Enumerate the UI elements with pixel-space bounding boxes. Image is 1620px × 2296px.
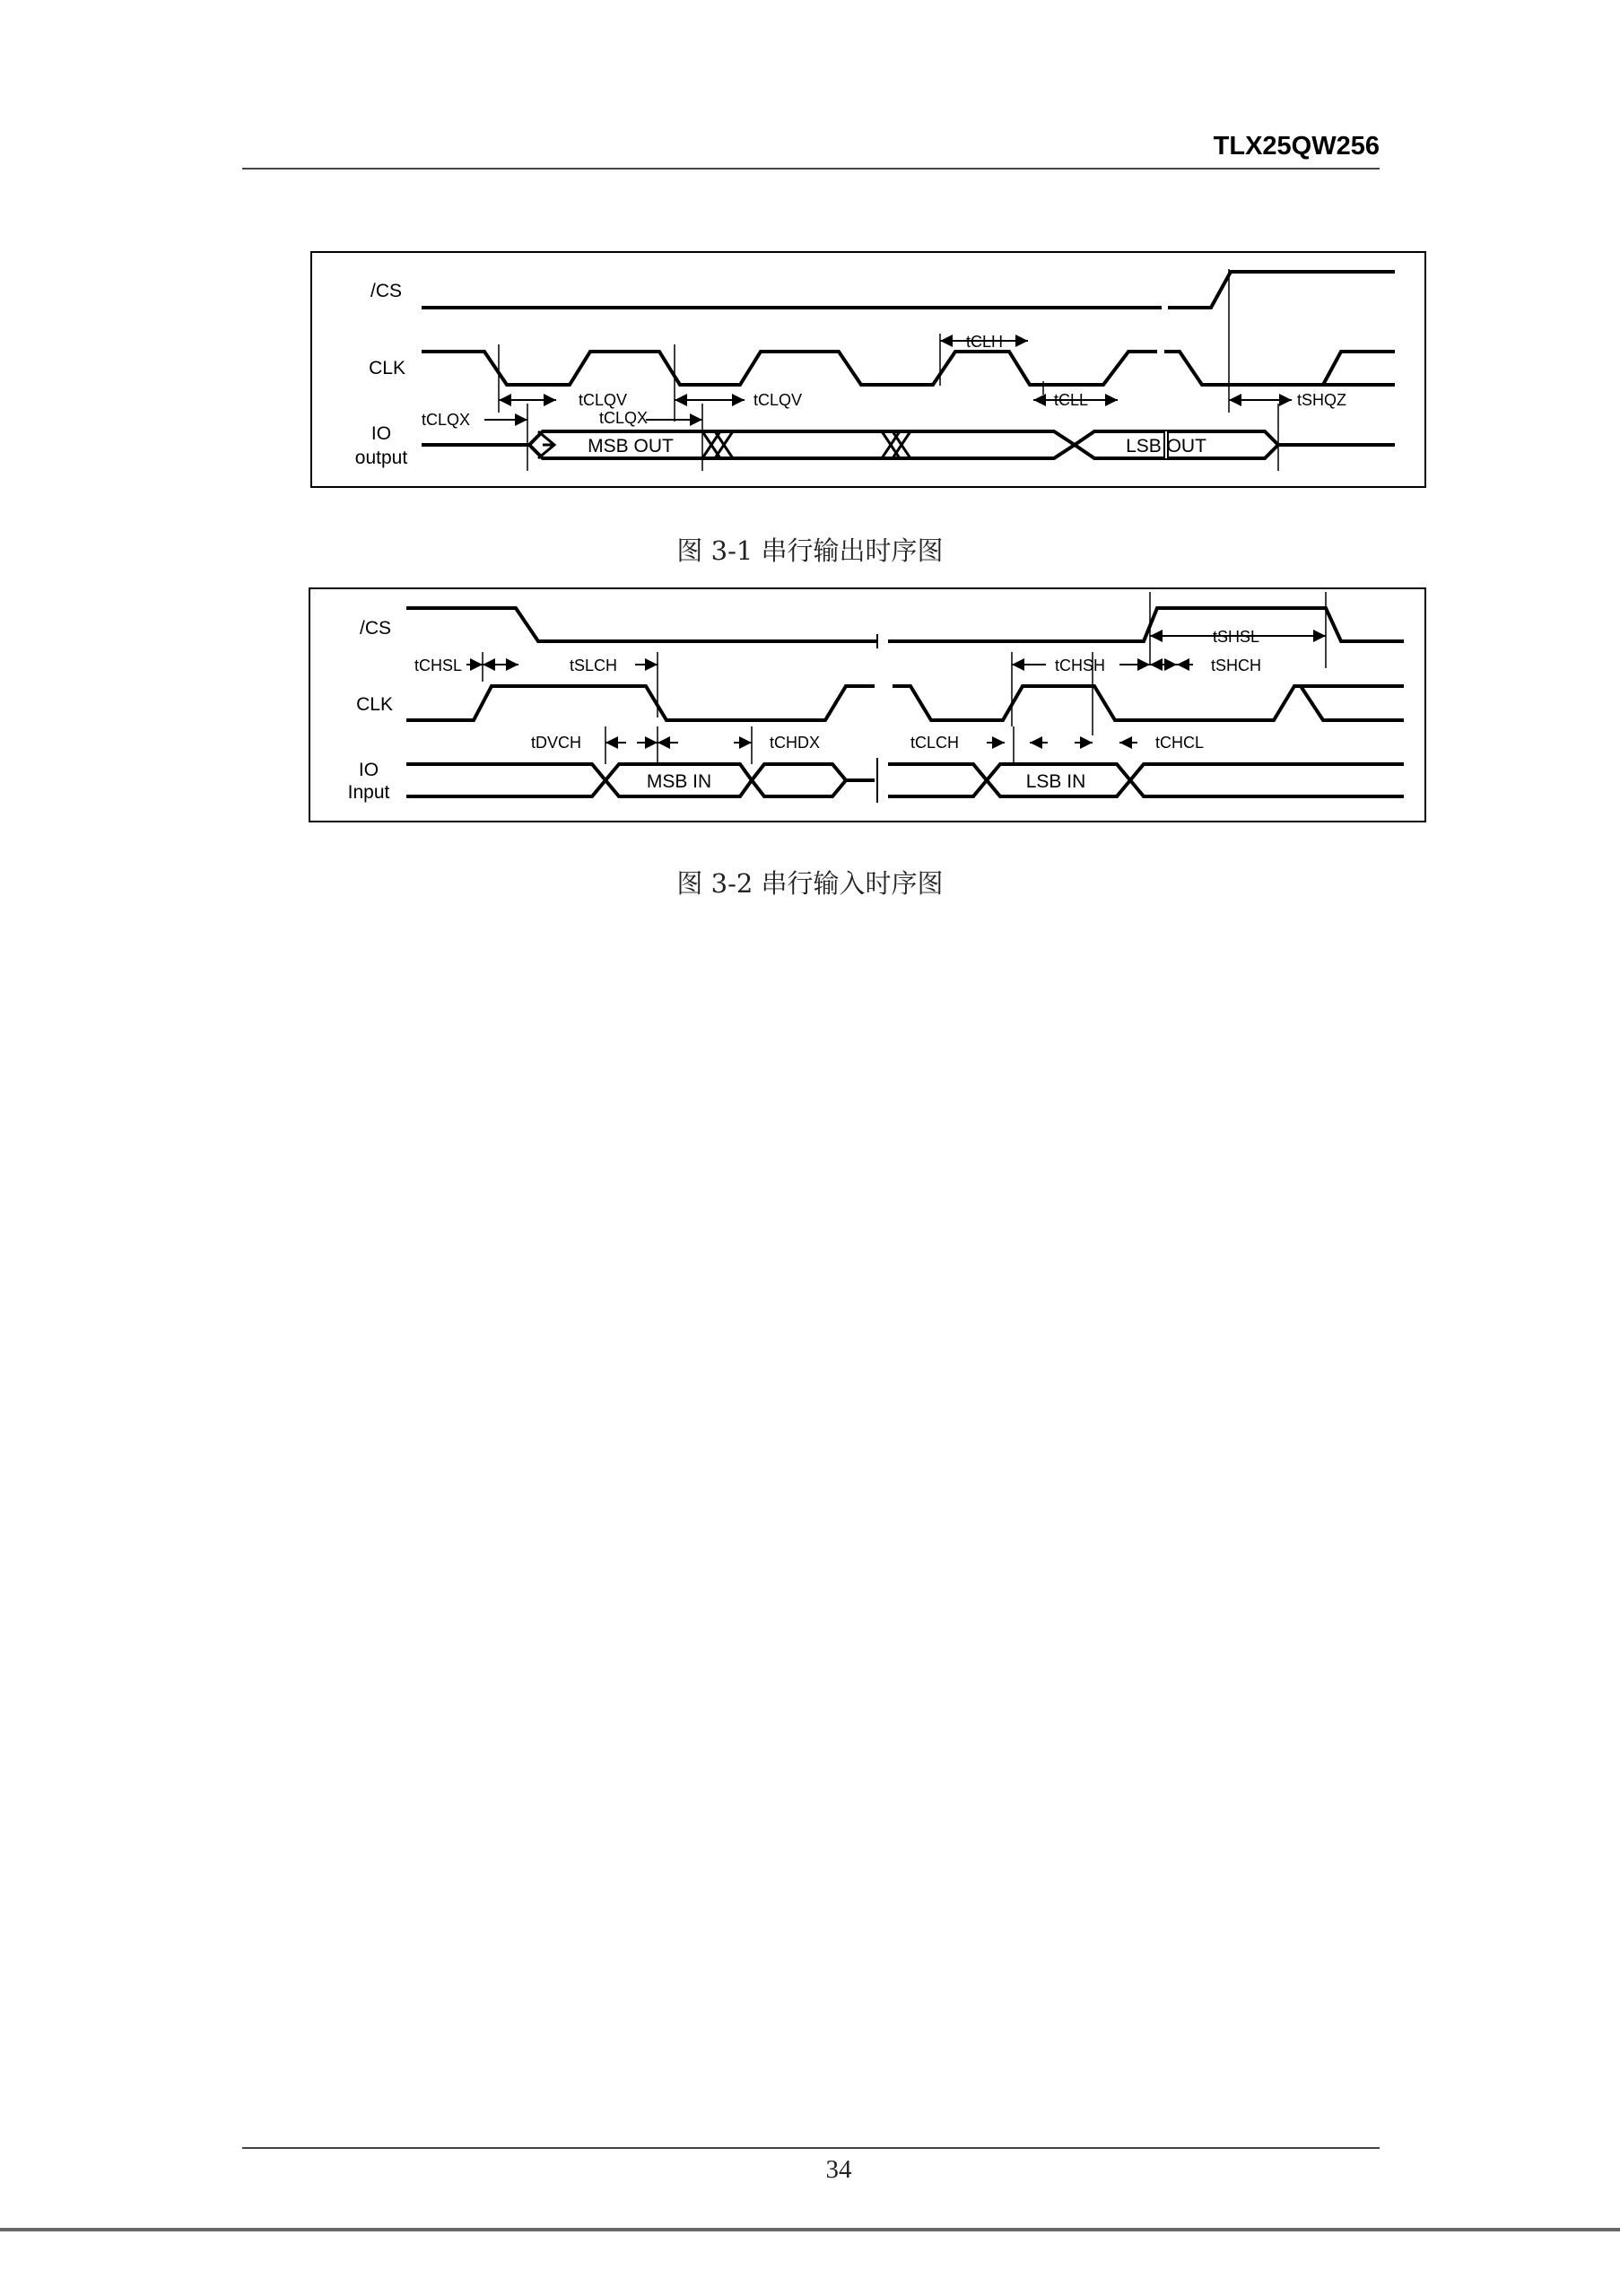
document-title: TLX25QW256 <box>1213 132 1380 161</box>
fig1-msb-out: MSB OUT <box>588 436 674 457</box>
fig2-tshch: tSHCH <box>1211 657 1262 674</box>
fig2-lsb-in: LSB IN <box>1025 771 1086 792</box>
page-number: 34 <box>825 2155 852 2184</box>
fig2-tchsl: tCHSL <box>414 657 463 674</box>
fig2-tclch: tCLCH <box>910 734 960 752</box>
figure-serial-output <box>311 252 1425 487</box>
fig1-bus-crossings <box>702 431 910 458</box>
fig2-io-label: IO <box>358 760 379 780</box>
fig2-tchsh: tCHSH <box>1055 657 1106 674</box>
fig1-tclqx-mid: tCLQX <box>599 409 649 427</box>
figure2-frame <box>309 588 1425 822</box>
fig2-msb-in: MSB IN <box>646 771 712 792</box>
fig1-io-label: IO <box>370 423 392 444</box>
fig2-tchcl: tCHCL <box>1155 734 1205 752</box>
figure1-caption: 图 3-1 串行输出时序图 <box>676 535 944 566</box>
fig1-cs-waveform <box>422 272 1395 308</box>
fig1-tclqv-1: tCLQV <box>579 391 628 409</box>
fig1-tcll: tCLL <box>1054 391 1089 409</box>
figure1-frame <box>311 252 1425 487</box>
footer-divider <box>242 2147 1380 2149</box>
fig1-tclqv-2: tCLQV <box>753 391 803 409</box>
fig1-tclqx-left: tCLQX <box>422 411 471 429</box>
fig2-tchdx: tCHDX <box>770 734 821 752</box>
fig1-output-label: output <box>354 448 408 468</box>
fig2-io-waveform <box>406 764 1404 796</box>
figure2-caption: 图 3-2 串行输入时序图 <box>676 868 944 899</box>
fig2-tslch: tSLCH <box>570 657 618 674</box>
fig1-clk-waveform <box>422 352 1395 385</box>
fig2-clk-label: CLK <box>356 694 393 715</box>
fig2-input-label: Input <box>347 782 390 803</box>
fig2-cs-label: /CS <box>359 618 391 639</box>
fig1-lsb-out: LSB OUT <box>1126 436 1206 457</box>
fig2-tshsl: tSHSL <box>1213 628 1260 646</box>
fig1-cs-label: /CS <box>370 281 402 301</box>
fig1-clk-label: CLK <box>369 358 405 378</box>
figure-serial-input <box>309 588 1425 822</box>
fig1-tshqz: tSHQZ <box>1297 391 1347 409</box>
fig1-tclh: tCLH <box>966 333 1004 351</box>
page-bottom-edge <box>0 2228 1620 2231</box>
fig2-tdvch: tDVCH <box>531 734 582 752</box>
fig2-clk-waveform <box>406 686 1404 720</box>
